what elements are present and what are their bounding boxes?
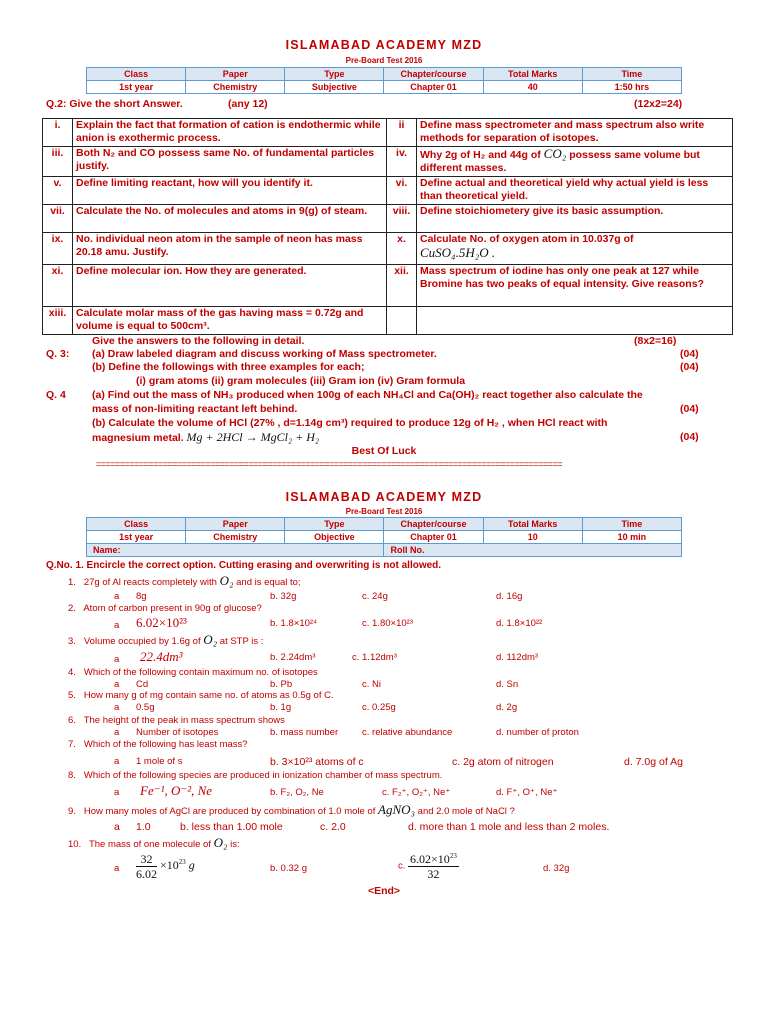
question-number: xi.	[43, 265, 73, 307]
header-col: Time	[582, 518, 681, 531]
mcq-number: 8.	[68, 770, 76, 781]
question-text	[417, 147, 733, 177]
option-d[interactable]: d. more than 1 mole and less than 2 moles.	[408, 821, 610, 833]
q3a-text: (a) Draw labeled diagram and discuss working of Mass spectrometer.	[92, 348, 437, 360]
option-c[interactable]: c. $\frac{6.02\times 10^{23}}{32}$	[398, 852, 457, 881]
mcq-question	[68, 739, 248, 751]
academy-title: ISLAMABAD ACADEMY MZD	[285, 38, 483, 52]
mcq-question	[68, 837, 240, 851]
header-val: Chemistry	[186, 531, 285, 544]
separator-line: ==================================================================================================	[96, 459, 563, 469]
mcq-instruction: Q.No. 1. Encircle the correct option. Cutting erasing and overwriting is not allowed.	[46, 560, 442, 571]
table-row	[43, 119, 733, 147]
header-col: Paper	[186, 518, 285, 531]
question-number: i.	[43, 119, 73, 147]
q3b-marks: (04)	[680, 361, 699, 373]
option-d[interactable]: d. 1.8×10²²	[496, 618, 543, 629]
question-number: ii	[387, 119, 417, 147]
table-row	[43, 147, 733, 177]
option-d[interactable]: d. Sn	[496, 679, 519, 690]
header-col: Total Marks	[483, 518, 582, 531]
header-val: Objective	[285, 531, 384, 544]
q4a-marks: (04)	[680, 403, 699, 415]
header-val: Chemistry	[186, 81, 285, 94]
mcq-question	[68, 667, 318, 679]
q4a-line2: mass of non-limiting reactant left behind.	[92, 403, 298, 415]
header-val: 40	[483, 81, 582, 94]
mcq-text: Which of the following contain maximum no. of isotopes	[83, 667, 318, 678]
question-number: x.	[387, 233, 417, 265]
option-a[interactable]: $\frac{32}{6.02}$ $\times 10^{23}$ g	[136, 852, 195, 881]
question-text: Calculate the No. of molecules and atoms in 9(g) of steam.	[73, 205, 387, 233]
mcq-question	[68, 715, 285, 727]
mcq-text: Volume occupied by 1.6g of	[83, 636, 201, 647]
option-d[interactable]: d. 112dm³	[496, 652, 539, 663]
fraction: $\frac{32}{6.02}$	[136, 852, 157, 881]
table-row	[43, 177, 733, 205]
q4-label: Q. 4	[46, 389, 66, 401]
mcq-question	[68, 690, 334, 702]
option-a[interactable]: 1.0	[136, 821, 151, 833]
option-marker[interactable]: a	[114, 679, 120, 690]
q4b-text: magnesium metal.	[92, 432, 184, 444]
option-d[interactable]: d. F⁺, O⁺, Ne⁺	[496, 787, 558, 798]
header-col: Chapter/course	[384, 518, 483, 531]
mcq-text: The mass of one molecule of	[88, 839, 211, 850]
question-text: No. individual neon atom in the sample of neon has mass 20.18 amu. Justify.	[73, 233, 387, 265]
mcq-question	[68, 634, 263, 648]
question-number: xii.	[387, 265, 417, 307]
q4b-line2	[92, 431, 319, 445]
option-c[interactable]: c. 2g atom of nitrogen	[452, 756, 554, 768]
test-subtitle: Pre-Board Test 2016	[345, 56, 423, 65]
option-d[interactable]: d. 2g	[496, 702, 518, 713]
option-d[interactable]: d. 7.0g of Ag	[624, 756, 683, 768]
q2-marks: (12x2=24)	[634, 98, 683, 110]
q2-title: Q.2: Give the short Answer.	[46, 98, 183, 110]
mcq-number: 6.	[68, 715, 76, 726]
option-b-text: b. 1.8×10²⁴	[270, 618, 318, 629]
option-marker[interactable]: a	[114, 620, 120, 631]
question-text: Mass spectrum of iodine has only one peak at 127 while Bromine has two peaks of equal intensity. Give reasons?	[417, 265, 733, 307]
question-text: Define molecular ion. How they are generated.	[73, 265, 387, 307]
math-o2: O₂	[213, 835, 228, 850]
mcq-text: and is equal to;	[236, 577, 301, 588]
question-number: viii.	[387, 205, 417, 233]
option-c[interactable]: c. 24g	[362, 591, 388, 602]
question-text-part: Why 2g of H₂ and 44g of	[420, 149, 541, 161]
mcq-number: 3.	[68, 636, 76, 647]
header-val: 10	[483, 531, 582, 544]
mcq-number: 2.	[68, 603, 76, 614]
option-a[interactable]: 1 mole of s	[136, 756, 183, 767]
mcq-text: at STP is :	[219, 636, 264, 647]
question-text-part: Calculate No. of oxygen atom in 10.037g of	[420, 233, 634, 245]
header-col: Total Marks	[483, 68, 582, 81]
mcq-number: 10.	[68, 839, 82, 850]
option-b[interactable]: b. Pb	[270, 679, 293, 690]
math-agno3: AgNO₃	[378, 802, 416, 817]
header-col: Type	[285, 518, 384, 531]
header-val: Chapter 01	[384, 531, 483, 544]
header-val: 1st year	[87, 531, 186, 544]
paper-header-table	[86, 67, 682, 94]
option-a[interactable]: Cd	[136, 679, 149, 690]
mcq-text: How many g of mg contain same no. of atoms as 0.5g of C.	[83, 690, 334, 701]
header-val: 10 min	[582, 531, 681, 544]
option-marker[interactable]: a	[114, 821, 120, 833]
header-col: Type	[285, 68, 384, 81]
mcq-text: How many moles of AgCl are produced by combination of 1.0 mole of	[83, 806, 376, 817]
header-col: Chapter/course	[384, 68, 483, 81]
math-co2: CO₂	[543, 146, 567, 161]
option-b[interactable]: b. 3×10²³ atoms of c	[270, 756, 364, 768]
mcq-text: Which of the following has least mass?	[83, 739, 248, 750]
name-roll-row	[87, 544, 682, 557]
option-c[interactable]: c. Ni	[362, 679, 381, 690]
paper-header-table-2	[86, 517, 682, 557]
option-marker[interactable]: a	[114, 787, 120, 798]
option-c[interactable]: c. F₂⁺, O₂⁺, Ne⁺	[382, 787, 451, 798]
question-number: v.	[43, 177, 73, 205]
option-a[interactable]: 0.5g	[136, 702, 155, 713]
option-b[interactable]: b. 0.32 g	[270, 863, 307, 874]
header-val: Chapter 01	[384, 81, 483, 94]
mcq-question	[68, 575, 301, 589]
table-row	[43, 205, 733, 233]
q4b-marks: (04)	[680, 431, 699, 443]
header-col: Class	[87, 68, 186, 81]
end-marker: <End>	[367, 885, 401, 897]
mcq-question	[68, 804, 515, 818]
header-col: Time	[582, 68, 681, 81]
fraction: $\frac{6.02\times 10^{23}}{32}$	[410, 852, 457, 881]
option-c[interactable]: c. 1.80×10²³	[362, 618, 413, 629]
question-number: iii.	[43, 147, 73, 177]
option-c[interactable]: c. 1.12dm³	[352, 652, 397, 663]
option-marker[interactable]: a	[114, 702, 120, 713]
detail-title: Give the answers to the following in detail.	[92, 335, 305, 347]
name-label: Name:	[87, 544, 384, 557]
mcq-text: Atom of carbon present in 90g of glucose?	[83, 603, 262, 614]
option-a[interactable]: 6.02×10²³	[136, 615, 187, 630]
header-labels-row	[87, 518, 682, 531]
header-val: 1st year	[87, 81, 186, 94]
q4b-line1: (b) Calculate the volume of HCl (27% , d=1.14g cm³) required to produce 12g of H₂ , when HCl react with	[92, 417, 608, 429]
roll-label: Roll No.	[384, 544, 682, 557]
option-a[interactable]: 22.4dm³	[140, 649, 183, 664]
option-c[interactable]: c. 2.0	[320, 821, 346, 833]
option-marker[interactable]: a	[114, 863, 120, 874]
question-number: vi.	[387, 177, 417, 205]
question-text: Calculate molar mass of the gas having mass = 0.72g and volume is equal to 500cm³.	[73, 307, 387, 335]
detail-marks: (8x2=16)	[634, 335, 677, 347]
option-d[interactable]: d. 32g	[543, 863, 570, 874]
mcq-number: 9.	[68, 806, 76, 817]
math-o2: O₂	[203, 632, 218, 647]
question-number: xiii.	[43, 307, 73, 335]
question-text	[417, 233, 733, 265]
option-d[interactable]: d. 16g	[496, 591, 523, 602]
mcq-number: 1.	[68, 577, 76, 588]
mcq-text: and 2.0 mole of NaCl ?	[417, 806, 515, 817]
question-text: Define limiting reactant, how will you identify it.	[73, 177, 387, 205]
option-a[interactable]: Number of isotopes	[136, 727, 219, 738]
option-b[interactable]: b. 32g	[270, 591, 297, 602]
table-row	[43, 265, 733, 307]
mcq-question	[68, 770, 442, 782]
header-col: Class	[87, 518, 186, 531]
question-number	[387, 307, 417, 335]
header-values-row	[87, 531, 682, 544]
option-c[interactable]: c. 0.25g	[362, 702, 396, 713]
header-labels-row	[87, 68, 682, 81]
q3-label: Q. 3:	[46, 348, 70, 360]
option-a[interactable]: Fe⁻¹, O⁻², Ne	[140, 783, 213, 798]
option-b[interactable]: b. 2.24dm³	[270, 652, 316, 663]
mcq-text: 27g of Al reacts completely with	[83, 577, 217, 588]
question-text	[417, 307, 733, 335]
q3a-marks: (04)	[680, 348, 699, 360]
mcq-question	[68, 603, 262, 615]
option-marker[interactable]: a	[114, 591, 120, 602]
header-values-row	[87, 81, 682, 94]
question-text: Both N₂ and CO possess same No. of fundamental particles justify.	[73, 147, 387, 177]
option-marker[interactable]: a	[114, 654, 120, 665]
question-number: ix.	[43, 233, 73, 265]
option-b[interactable]: b. F₂, O₂, Ne	[270, 787, 324, 798]
academy-title-2: ISLAMABAD ACADEMY MZD	[285, 490, 483, 504]
option-b[interactable]: b. less than 1.00 mole	[180, 821, 283, 833]
mcq-text: The height of the peak in mass spectrum shows	[83, 715, 285, 726]
header-val: Subjective	[285, 81, 384, 94]
mcq-number: 4.	[68, 667, 76, 678]
option-marker[interactable]: a	[114, 727, 120, 738]
question-text: Define stoichiometery give its basic assumption.	[417, 205, 733, 233]
option-c[interactable]: c. relative abundance	[362, 727, 453, 738]
option-d[interactable]: d. number of proton	[496, 727, 579, 738]
option-marker[interactable]: a	[114, 756, 120, 767]
option-b[interactable]: b. 1g	[270, 702, 292, 713]
header-val: 1:50 hrs	[582, 81, 681, 94]
mcq-number: 7.	[68, 739, 76, 750]
mcq-text: is:	[230, 839, 240, 850]
option-b[interactable]	[270, 618, 317, 630]
mcq-number: 5.	[68, 690, 76, 701]
q4b-equation: Mg + 2HCl → MgCl₂ + H₂	[186, 430, 320, 444]
question-text: Explain the fact that formation of cation is endothermic while anion is exothermic process.	[73, 119, 387, 147]
q3b-list: (i) gram atoms (ii) gram molecules (iii) Gram ion (iv) Gram formula	[136, 375, 466, 387]
question-number: vii.	[43, 205, 73, 233]
question-text: Define actual and theoretical yield why actual yield is less than theoretical yield.	[417, 177, 733, 205]
table-row	[43, 233, 733, 265]
option-b[interactable]: b. mass number	[270, 727, 339, 738]
header-col: Paper	[186, 68, 285, 81]
math-o2: O₂	[219, 573, 234, 588]
question-text: Define mass spectrometer and mass spectrum also write methods for separation of isotopes.	[417, 119, 733, 147]
option-a[interactable]: 8g	[136, 591, 147, 602]
question-text-part: possess same volume but different masses.	[420, 149, 700, 174]
best-of-luck: Best Of Luck	[351, 445, 417, 457]
math-cuso4: CuSO₄.5H₂O .	[420, 245, 496, 260]
q3b-text: (b) Define the followings with three examples for each;	[92, 361, 365, 373]
question-number: iv.	[387, 147, 417, 177]
mcq-text: Which of the following species are produced in ionization chamber of mass spectrum.	[83, 770, 443, 781]
q4a-line1: (a) Find out the mass of NH₃ produced when 100g of each NH₄Cl and Ca(OH)₂ react together also calculate the	[92, 389, 643, 401]
short-questions-table	[42, 118, 733, 335]
table-row	[43, 307, 733, 335]
q2-any: (any 12)	[228, 98, 268, 110]
test-subtitle-2: Pre-Board Test 2016	[345, 507, 423, 516]
